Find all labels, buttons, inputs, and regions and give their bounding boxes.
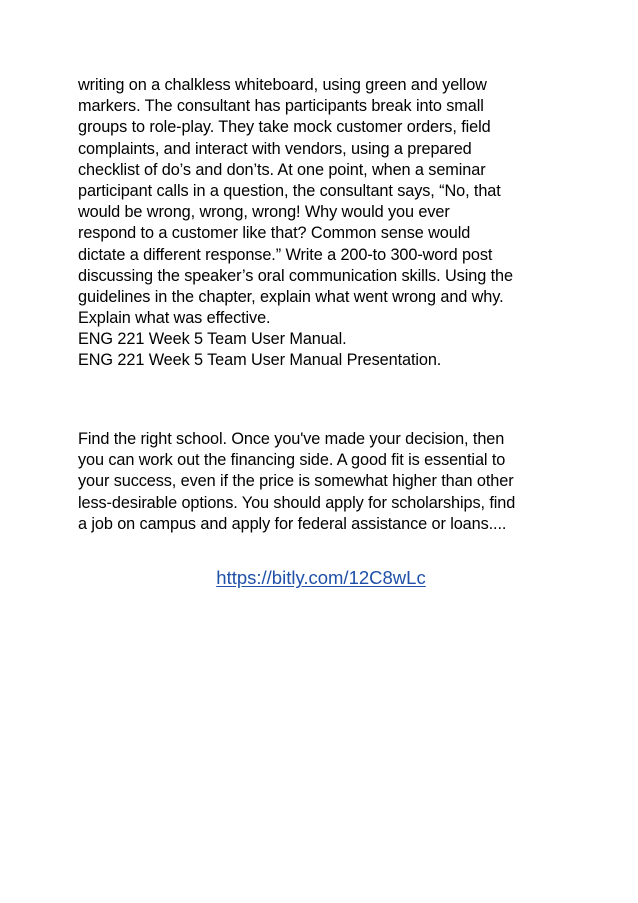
bitly-link[interactable]: https://bitly.com/12C8wLc [216, 567, 426, 588]
text-line: writing on a chalkless whiteboard, using green and yellow [78, 76, 487, 94]
text-line: guidelines in the chapter, explain what went wrong and why. [78, 287, 504, 306]
text-line: your success, even if the price is somewhat higher than other [78, 472, 514, 491]
text-line: groups to role-play. They take mock customer orders, field [78, 118, 491, 137]
text-line: complaints, and interact with vendors, using a prepared [78, 139, 472, 158]
paragraph-1 [78, 75, 578, 372]
text-line: participant calls in a question, the consultant says, “No, that [78, 181, 501, 200]
link-container [0, 566, 638, 590]
text-line: less-desirable options. You should apply for scholarships, find [78, 493, 516, 512]
text-line: Explain what was effective. [78, 309, 271, 328]
text-line: discussing the speaker’s oral communication skills. Using the [78, 266, 513, 285]
text-line: a job on campus and apply for federal assistance or loans.... [78, 514, 507, 533]
text-line: you can work out the financing side. A good fit is essential to [78, 451, 506, 470]
text-line: markers. The consultant has participants break into small [78, 97, 484, 116]
text-line: respond to a customer like that? Common sense would [78, 224, 471, 243]
text-line: dictate a different response.” Write a 200-to 300-word post [78, 245, 493, 264]
text-line: checklist of do’s and don’ts. At one point, when a seminar [78, 160, 486, 179]
text-line: ENG 221 Week 5 Team User Manual Presentation. [78, 351, 442, 370]
text-line: Find the right school. Once you've made your decision, then [78, 430, 505, 448]
paragraph-2 [78, 429, 578, 535]
text-line: would be wrong, wrong, wrong! Why would you ever [78, 203, 450, 222]
text-line: ENG 221 Week 5 Team User Manual. [78, 330, 347, 349]
